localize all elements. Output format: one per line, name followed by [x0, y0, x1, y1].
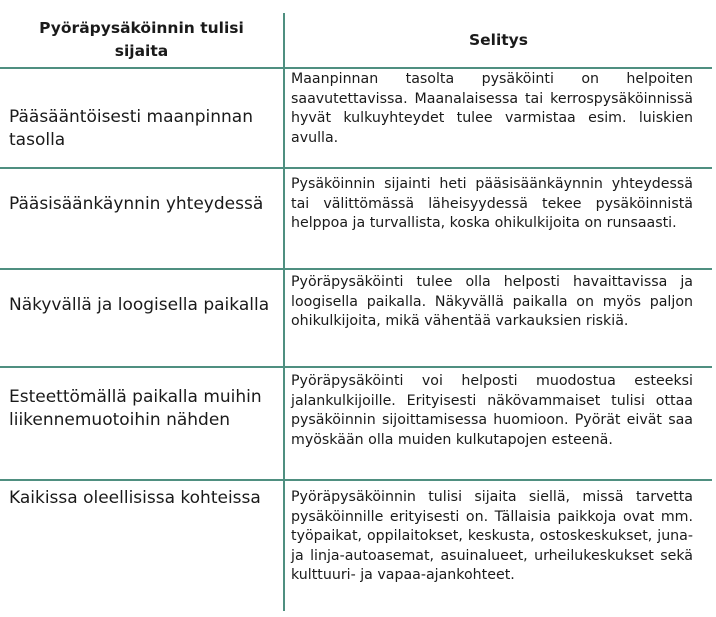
header-location-line2: sijaita: [114, 42, 169, 60]
header-explanation: Selitys: [468, 31, 529, 49]
row-divider: [0, 479, 712, 481]
header-location: [0, 13, 283, 67]
column-divider: [283, 13, 285, 611]
row-explanation: Pyöräpysäköinti tulee olla helposti havaittavissa ja loogisella paikalla. Näkyvällä paikalla on myös paljon ohikulkijoita, mikä vähentää varkauksien riskiä.: [291, 274, 693, 330]
header-rule: [0, 67, 712, 69]
row-explanation: Pyöräpysäköinnin tulisi sijaita siellä, missä tarvetta pysäköinnille erityisesti on. Tällaisia paikkoja ovat mm. työpaikat, oppilaitokset, keskusta, ostoskeskukset, juna- ja linja-autoasemat, asuinalueet, urheilukeskukset sekä kulttuuri- ja vapaa-ajankohteet.: [291, 489, 693, 584]
row-explanation: Maanpinnan tasolta pysäköinti on helpoiten saavutettavissa. Maanalaisessa tai kerrospysäköinnissä hyvät kulkuyhteydet tulee varmistaa esim. luiskien avulla.: [291, 71, 693, 146]
row-location: Pääsisäänkäynnin yhteydessä: [9, 194, 264, 214]
row-explanation: Pyöräpysäköinti voi helposti muodostua esteeksi jalankulkijoille. Erityisesti näkövammaiset tulisi ottaa pysäköinnin sijoittamisessa huomioon. Pyörät eivät saa myöskään olla muiden kulkutapojen esteenä.: [291, 373, 693, 448]
row-location: Kaikissa oleellisissa kohteissa: [9, 488, 261, 508]
row-divider: [0, 366, 712, 368]
row-location: Pääsääntöisesti maanpinnan tasolla: [9, 107, 253, 150]
row-divider: [0, 167, 712, 169]
header-location-line1: Pyöräpysäköinnin tulisi: [39, 19, 244, 37]
row-location: Esteettömällä paikalla muihin liikennemuotoihin nähden: [9, 387, 262, 430]
row-location: Näkyvällä ja loogisella paikalla: [9, 295, 270, 315]
row-divider: [0, 268, 712, 270]
row-explanation: Pysäköinnin sijainti heti pääsisäänkäynnin yhteydessä tai välittömässä läheisyydessä tekee pysäköinnistä helppoa ja turvallista, koska ohikulkijoita on runsaasti.: [291, 176, 693, 232]
